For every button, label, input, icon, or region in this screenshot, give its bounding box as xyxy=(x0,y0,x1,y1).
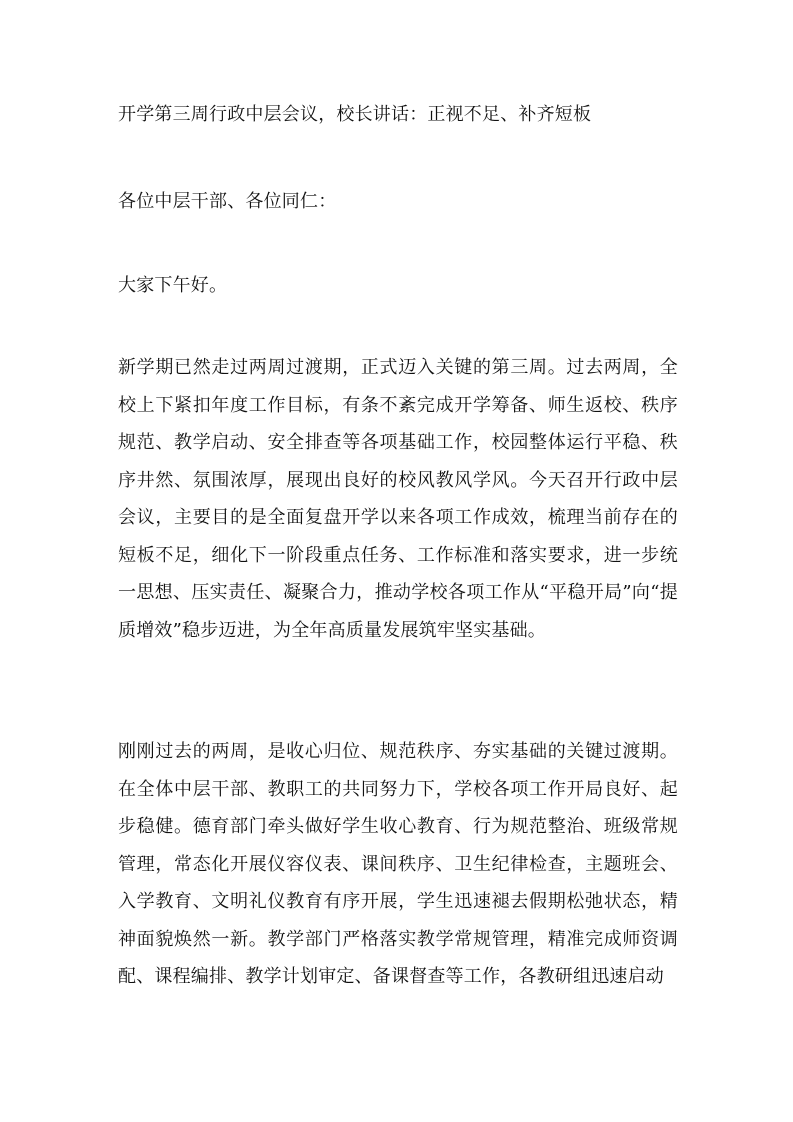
body-paragraph-1: 新学期已然走过两周过渡期，正式迈入关键的第三周。过去两周，全校上下紧扣年度工作目标，有条不紊完成开学筹备、师生返校、秩序规范、教学启动、安全排查等各项基础工作，校园整体运行平稳、秩序井然、氛围浓厚，展现出良好的校风教风学风。今天召开行政中层会议，主要目的是全面复盘开学以来各项工作成效，梳理当前存在的短板不足，细化下一阶段重点任务、工作标准和落实要求，进一步统一思想、压实责任、凝聚合力，推动学校各项工作从“平稳开局”向“提质增效”稳步迈进，为全年高质量发展筑牢坚实基础。 xyxy=(118,357,678,641)
body-paragraph-2: 刚刚过去的两周，是收心归位、规范秩序、夯实基础的关键过渡期。在全体中层干部、教职工的共同努力下，学校各项工作开局良好、起步稳健。德育部门牵头做好学生收心教育、行为规范整治、班级常规管理，常态化开展仪容仪表、课间秩序、卫生纪律检查，主题班会、入学教育、文明礼仪教育有序开展，学生迅速褪去假期松弛状态，精神面貌焕然一新。教学部门严格落实教学常规管理，精准完成师资调配、课程编排、教学计划审定、备课督查等工作，各教研组迅速启动 xyxy=(118,741,678,987)
document-title: 开学第三周行政中层会议，校长讲话：正视不足、补齐短板 xyxy=(118,104,592,125)
greeting: 大家下午好。 xyxy=(118,275,228,296)
salutation: 各位中层干部、各位同仁： xyxy=(118,191,337,212)
